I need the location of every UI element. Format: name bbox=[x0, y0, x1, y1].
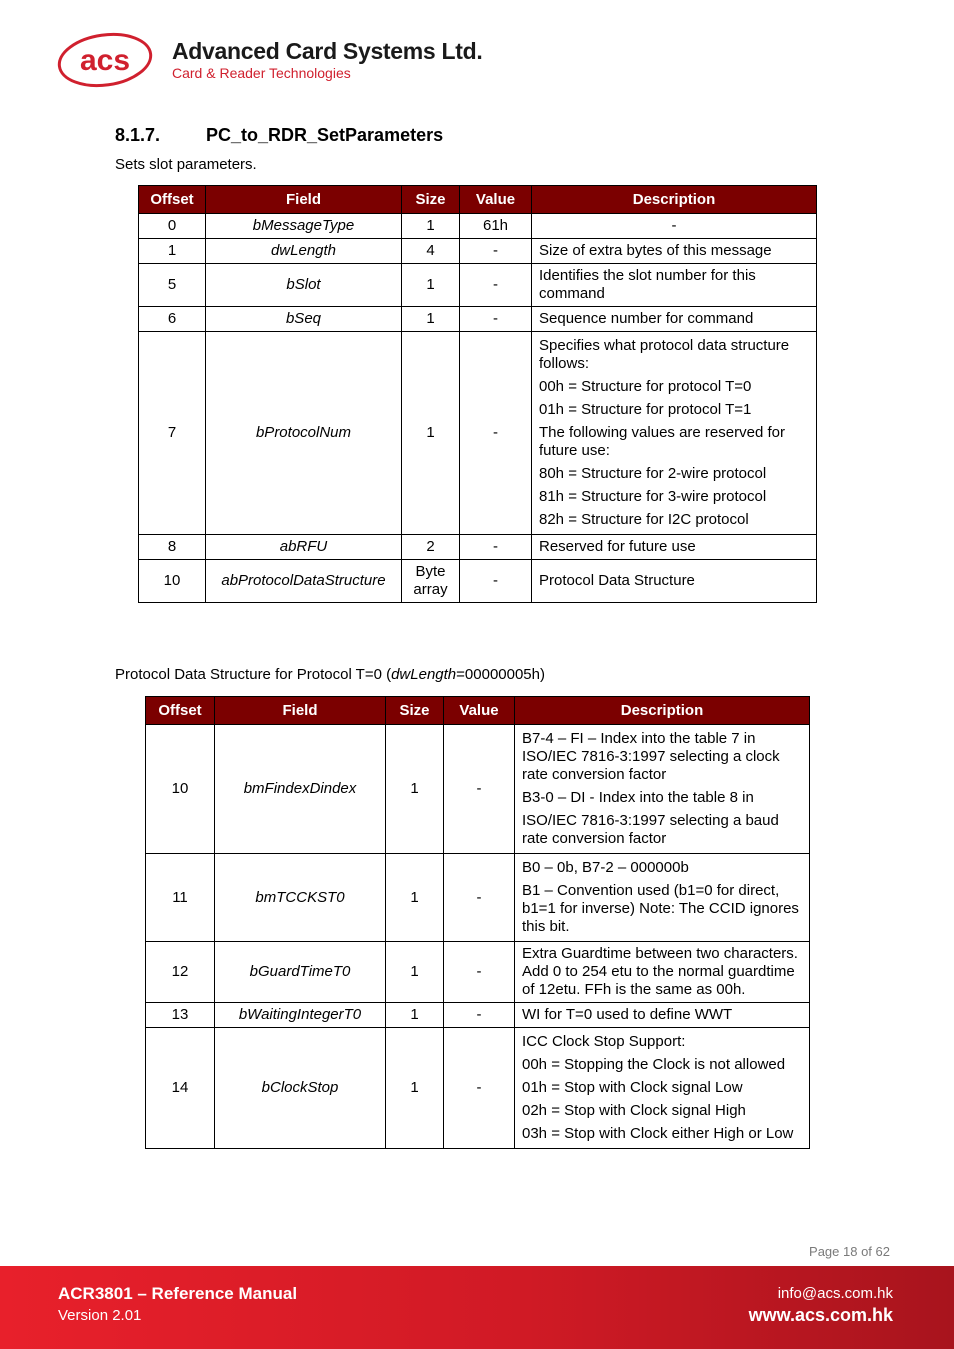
column-header-offset: Offset bbox=[139, 186, 206, 214]
offset-cell: 13 bbox=[146, 1003, 215, 1028]
value-cell: - bbox=[460, 307, 532, 332]
section-intro: Sets slot parameters. bbox=[115, 156, 257, 173]
offset-cell: 14 bbox=[146, 1028, 215, 1149]
description-text: 03h = Stop with Clock either High or Low bbox=[522, 1125, 794, 1142]
table-row bbox=[146, 942, 810, 1003]
column-header-size: Size bbox=[386, 697, 444, 725]
description-text: Identifies the slot number for this command bbox=[539, 267, 756, 302]
description-text: 80h = Structure for 2-wire protocol bbox=[539, 465, 767, 482]
size-cell: 1 bbox=[386, 1028, 444, 1149]
size-cell: 1 bbox=[402, 332, 460, 535]
document-version: Version 2.01 bbox=[58, 1307, 142, 1324]
company-logo bbox=[56, 30, 483, 96]
description-text: 01h = Stop with Clock signal Low bbox=[522, 1079, 743, 1096]
description-cell bbox=[515, 854, 810, 942]
website-link[interactable]: www.acs.com.hk bbox=[748, 1305, 893, 1325]
table-row bbox=[146, 1003, 810, 1028]
description-cell bbox=[515, 725, 810, 854]
field-cell: bmTCCKST0 bbox=[215, 854, 386, 942]
field-cell: abRFU bbox=[206, 535, 402, 560]
column-header-value: Value bbox=[444, 697, 515, 725]
field-cell: bProtocolNum bbox=[206, 332, 402, 535]
description-text: 00h = Structure for protocol T=0 bbox=[539, 378, 752, 395]
description-cell bbox=[532, 535, 817, 560]
description-text: Reserved for future use bbox=[539, 538, 696, 555]
table-row bbox=[146, 854, 810, 942]
section-heading bbox=[115, 125, 443, 146]
value-cell: 61h bbox=[460, 214, 532, 239]
description-text: 02h = Stop with Clock signal High bbox=[522, 1102, 746, 1119]
description-text: 81h = Structure for 3-wire protocol bbox=[539, 488, 767, 505]
field-cell: bClockStop bbox=[215, 1028, 386, 1149]
table2-caption bbox=[115, 666, 545, 683]
value-cell: - bbox=[444, 725, 515, 854]
description-text: Size of extra bytes of this message bbox=[539, 242, 772, 259]
description-text: The following values are reserved for future use: bbox=[539, 424, 785, 459]
table-row bbox=[146, 725, 810, 854]
table-row bbox=[139, 214, 817, 239]
description-text: 01h = Structure for protocol T=1 bbox=[539, 401, 752, 418]
size-cell: 1 bbox=[386, 725, 444, 854]
page-number: Page 18 of 62 bbox=[809, 1244, 890, 1259]
table-row bbox=[139, 560, 817, 603]
size-cell: 2 bbox=[402, 535, 460, 560]
value-cell: - bbox=[460, 264, 532, 307]
offset-cell: 6 bbox=[139, 307, 206, 332]
field-cell: bWaitingIntegerT0 bbox=[215, 1003, 386, 1028]
size-cell: 1 bbox=[402, 214, 460, 239]
description-cell bbox=[532, 307, 817, 332]
field-cell: dwLength bbox=[206, 239, 402, 264]
offset-cell: 8 bbox=[139, 535, 206, 560]
caption-field: dwLength bbox=[391, 666, 457, 683]
description-text: ICC Clock Stop Support: bbox=[522, 1033, 686, 1050]
description-cell bbox=[532, 560, 817, 603]
description-cell bbox=[515, 1003, 810, 1028]
table-row bbox=[139, 264, 817, 307]
column-header-offset: Offset bbox=[146, 697, 215, 725]
offset-cell: 5 bbox=[139, 264, 206, 307]
company-tagline: Card & Reader Technologies bbox=[172, 65, 351, 81]
table-row bbox=[139, 332, 817, 535]
field-cell: bSlot bbox=[206, 264, 402, 307]
section-title: PC_to_RDR_SetParameters bbox=[206, 125, 444, 145]
description-text: B3-0 – DI - Index into the table 8 in bbox=[522, 789, 754, 806]
company-name: Advanced Card Systems Ltd. bbox=[172, 38, 483, 64]
description-text: B0 – 0b, B7-2 – 000000b bbox=[522, 859, 689, 876]
parameters-table bbox=[138, 185, 817, 603]
contact-email-link[interactable]: info@acs.com.hk bbox=[777, 1285, 893, 1302]
description-text: 82h = Structure for I2C protocol bbox=[539, 511, 749, 528]
field-cell: bmFindexDindex bbox=[215, 725, 386, 854]
document-title: ACR3801 – Reference Manual bbox=[58, 1284, 298, 1303]
footer-bar bbox=[0, 1266, 954, 1349]
table-row bbox=[139, 535, 817, 560]
value-cell: - bbox=[444, 1028, 515, 1149]
description-cell bbox=[532, 264, 817, 307]
size-cell: 1 bbox=[402, 264, 460, 307]
description-text: WI for T=0 used to define WWT bbox=[522, 1006, 733, 1023]
size-cell: Byte array bbox=[402, 560, 460, 603]
description-text: Specifies what protocol data structure follows: bbox=[539, 337, 790, 372]
description-cell bbox=[532, 214, 817, 239]
table-row bbox=[139, 239, 817, 264]
table-header-row bbox=[146, 697, 810, 725]
description-cell bbox=[532, 239, 817, 264]
value-cell: - bbox=[460, 560, 532, 603]
offset-cell: 0 bbox=[139, 214, 206, 239]
field-cell: bMessageType bbox=[206, 214, 402, 239]
size-cell: 1 bbox=[386, 854, 444, 942]
svg-text:acs: acs bbox=[79, 44, 131, 77]
value-cell: - bbox=[460, 535, 532, 560]
description-cell bbox=[515, 1028, 810, 1149]
column-header-value: Value bbox=[460, 186, 532, 214]
value-cell: - bbox=[460, 239, 532, 264]
acs-logo-icon bbox=[56, 30, 154, 88]
offset-cell: 10 bbox=[146, 725, 215, 854]
value-cell: - bbox=[460, 332, 532, 535]
description-text: - bbox=[671, 217, 677, 234]
table-header-row bbox=[139, 186, 817, 214]
description-text: Sequence number for command bbox=[539, 310, 754, 327]
caption-prefix: Protocol Data Structure for Protocol T=0 ( bbox=[115, 666, 392, 683]
offset-cell: 10 bbox=[139, 560, 206, 603]
column-header-size: Size bbox=[402, 186, 460, 214]
value-cell: - bbox=[444, 1003, 515, 1028]
column-header-field: Field bbox=[206, 186, 402, 214]
description-cell bbox=[515, 942, 810, 1003]
field-cell: bSeq bbox=[206, 307, 402, 332]
value-cell: - bbox=[444, 854, 515, 942]
description-text: B7-4 – FI – Index into the table 7 in ISO/IEC 7816-3:1997 selecting a clock rate conversion factor bbox=[522, 730, 780, 783]
offset-cell: 1 bbox=[139, 239, 206, 264]
column-header-description: Description bbox=[515, 697, 810, 725]
table-row bbox=[139, 307, 817, 332]
size-cell: 1 bbox=[402, 307, 460, 332]
size-cell: 4 bbox=[402, 239, 460, 264]
field-cell: bGuardTimeT0 bbox=[215, 942, 386, 1003]
size-cell: 1 bbox=[386, 942, 444, 1003]
offset-cell: 12 bbox=[146, 942, 215, 1003]
description-text: ISO/IEC 7816-3:1997 selecting a baud rate conversion factor bbox=[522, 812, 779, 847]
description-cell bbox=[532, 332, 817, 535]
description-text: 00h = Stopping the Clock is not allowed bbox=[522, 1056, 786, 1073]
protocol-t0-table bbox=[145, 696, 810, 1149]
table-row bbox=[146, 1028, 810, 1149]
value-cell: - bbox=[444, 942, 515, 1003]
column-header-field: Field bbox=[215, 697, 386, 725]
size-cell: 1 bbox=[386, 1003, 444, 1028]
column-header-description: Description bbox=[532, 186, 817, 214]
offset-cell: 7 bbox=[139, 332, 206, 535]
description-text: B1 – Convention used (b1=0 for direct, b1=1 for inverse) Note: The CCID ignores this bit. bbox=[522, 882, 799, 935]
offset-cell: 11 bbox=[146, 854, 215, 942]
caption-suffix: =00000005h) bbox=[456, 666, 545, 683]
field-cell: abProtocolDataStructure bbox=[206, 560, 402, 603]
section-number: 8.1.7. bbox=[115, 125, 161, 145]
description-text: Protocol Data Structure bbox=[539, 572, 695, 589]
description-text: Extra Guardtime between two characters. Add 0 to 254 etu to the normal guardtime of 12etu. FFh is the same as 00h. bbox=[522, 945, 798, 998]
